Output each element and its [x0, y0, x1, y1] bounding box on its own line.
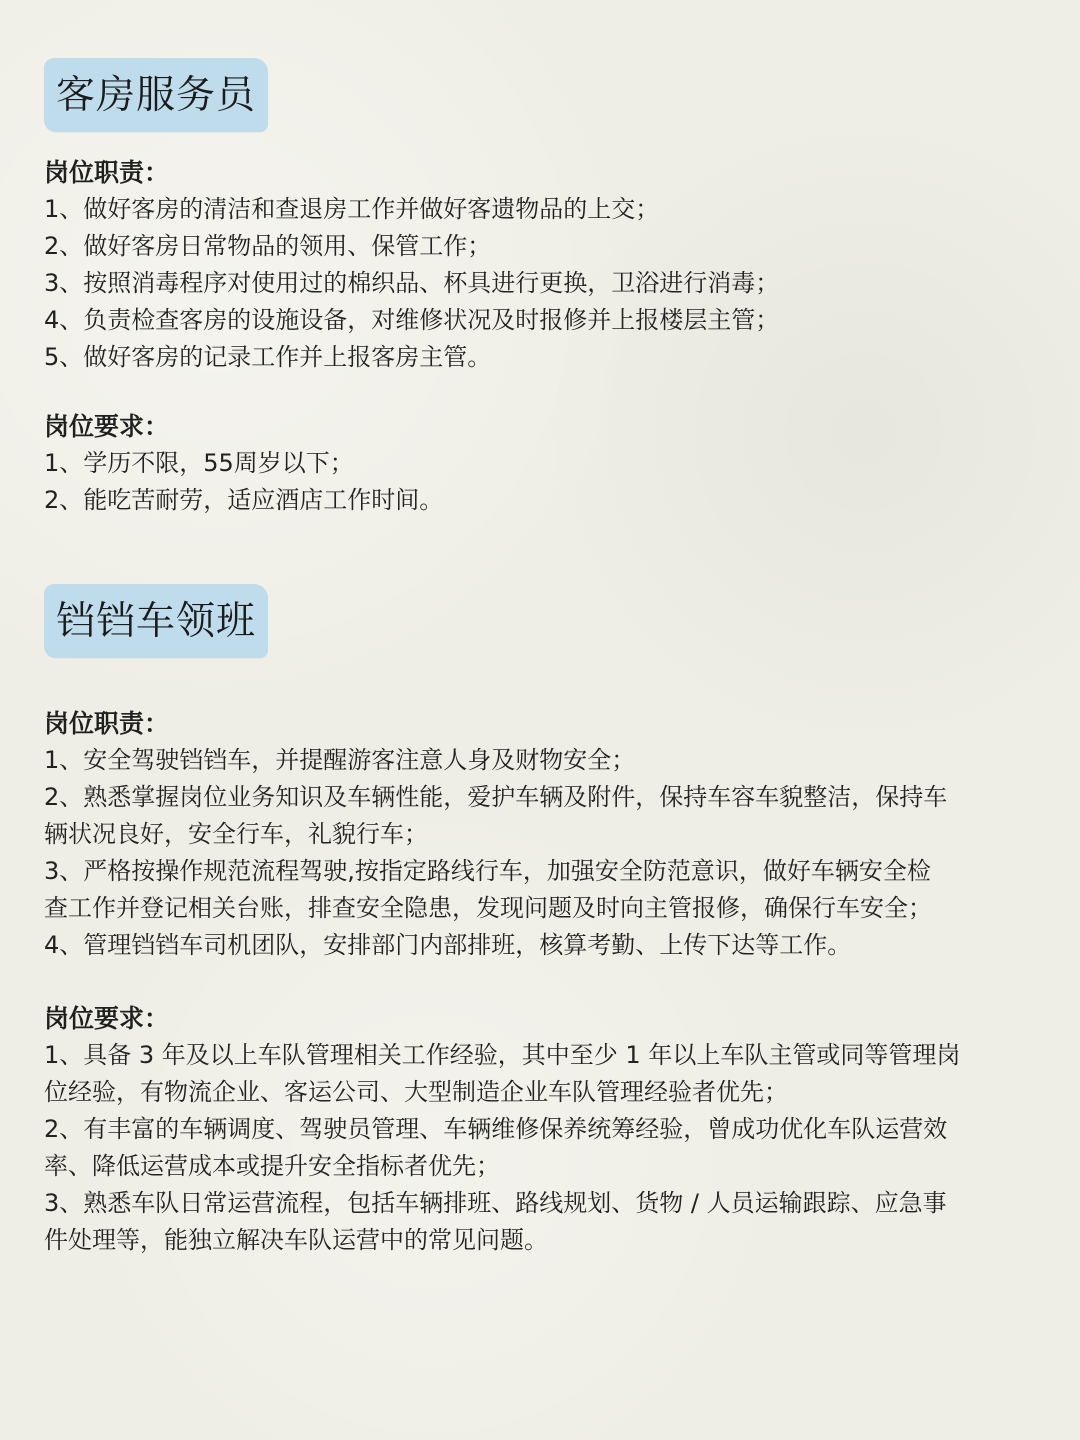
section-spacer	[44, 376, 1040, 408]
requirement-line: 1、具备 3 年及以上车队管理相关工作经验，其中至少 1 年以上车队主管或同等管理岗	[44, 1041, 961, 1069]
requirement-line: 2、能吃苦耐劳，适应酒店工作时间。	[44, 486, 444, 514]
duty-line: 3、严格按操作规范流程驾驶,按指定路线行车，加强安全防范意识，做好车辆安全检	[44, 857, 931, 885]
duties-label: 岗位职责：	[44, 709, 170, 738]
section-title-badge	[44, 584, 268, 658]
duty-line: 查工作并登记相关台账，排查安全隐患，发现问题及时向主管报修，确保行车安全；	[44, 894, 932, 922]
requirement-line: 1、学历不限，55周岁以下；	[44, 449, 354, 477]
duty-line: 1、做好客房的清洁和查退房工作并做好客遗物品的上交；	[44, 195, 660, 223]
duty-line: 4、负责检查客房的设施设备，对维修状况及时报修并上报楼层主管；	[44, 306, 780, 334]
duty-line: 1、安全驾驶铛铛车，并提醒游客注意人身及财物安全；	[44, 746, 636, 774]
section-title: 铛铛车领班	[56, 598, 257, 644]
requirements-label: 岗位要求：	[44, 412, 170, 441]
requirement-line: 3、熟悉车队日常运营流程，包括车辆排班、路线规划、货物 / 人员运输跟踪、应急事	[44, 1189, 947, 1217]
job-section	[44, 154, 1040, 519]
section-title-badge	[44, 58, 268, 132]
section-spacer	[44, 964, 1040, 1000]
job-section	[44, 705, 1040, 1259]
duties-label: 岗位职责：	[44, 158, 170, 187]
requirement-line: 位经验，有物流企业、客运公司、大型制造企业车队管理经验者优先；	[44, 1078, 788, 1106]
section-title: 客房服务员	[56, 72, 257, 118]
duty-line: 4、管理铛铛车司机团队，安排部门内部排班，核算考勤、上传下达等工作。	[44, 931, 852, 959]
requirement-line: 率、降低运营成本或提升安全指标者优先；	[44, 1152, 500, 1180]
duty-line: 5、做好客房的记录工作并上报客房主管。	[44, 343, 492, 371]
requirement-line: 2、有丰富的车辆调度、驾驶员管理、车辆维修保养统筹经验，曾成功优化车队运营效	[44, 1115, 948, 1143]
duty-line: 辆状况良好，安全行车，礼貌行车；	[44, 820, 428, 848]
requirements-label: 岗位要求：	[44, 1004, 170, 1033]
duty-line: 2、熟悉掌握岗位业务知识及车辆性能，爱护车辆及附件，保持车容车貌整洁，保持车	[44, 783, 948, 811]
duty-line: 2、做好客房日常物品的领用、保管工作；	[44, 232, 492, 260]
duty-line: 3、按照消毒程序对使用过的棉织品、杯具进行更换，卫浴进行消毒；	[44, 269, 780, 297]
requirement-line: 件处理等，能独立解决车队运营中的常见问题。	[44, 1226, 548, 1254]
